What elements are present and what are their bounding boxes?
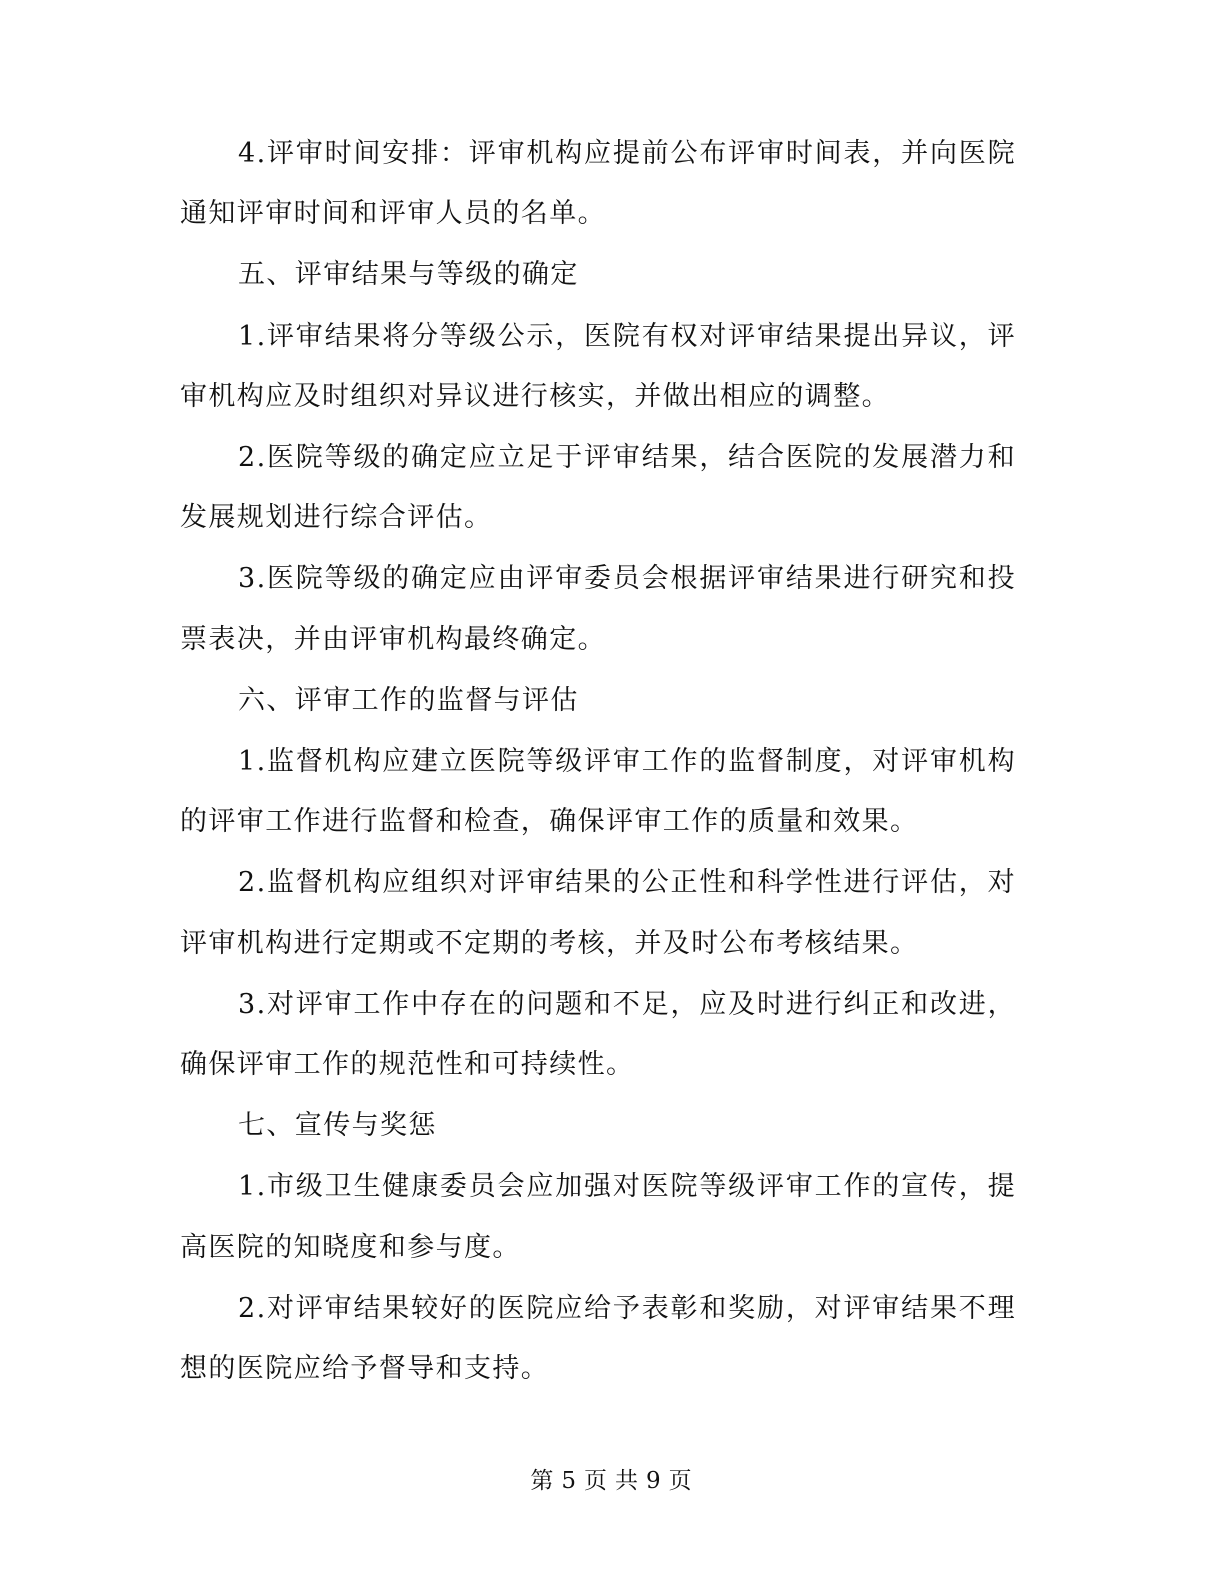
paragraph-grade-decision: 3.医院等级的确定应由评审委员会根据评审结果进行研究和投票表决，并由评审机构最终确定。 (180, 563, 1016, 655)
paragraph-grade-basis: 2.医院等级的确定应立足于评审结果，结合医院的发展潜力和发展规划进行综合评估。 (180, 442, 1016, 534)
paragraph-results-publication: 1.评审结果将分等级公示，医院有权对评审结果提出异议，评审机构应及时组织对异议进行核实，并做出相应的调整。 (180, 320, 1016, 412)
footer-total-word: 共 (615, 1468, 640, 1494)
section-heading-publicity-rewards: 七、宣传与奖惩 (238, 1110, 437, 1142)
page-footer (0, 1462, 1224, 1495)
current-page-number: 5 (561, 1468, 578, 1494)
paragraph-corrections: 3.对评审工作中存在的问题和不足，应及时进行纠正和改进，确保评审工作的规范性和可持续性。 (180, 988, 1016, 1081)
paragraph-review-schedule: 4.评审时间安排：评审机构应提前公布评审时间表，并向医院通知评审时间和评审人员的名单。 (180, 138, 1016, 230)
total-pages-number: 9 (646, 1468, 663, 1494)
section-heading-supervision: 六、评审工作的监督与评估 (238, 684, 579, 716)
paragraph-supervision-evaluation: 2.监督机构应组织对评审结果的公正性和科学性进行评估，对评审机构进行定期或不定期的考核，并及时公布考核结果。 (180, 867, 1016, 959)
paragraph-supervision-system: 1.监督机构应建立医院等级评审工作的监督制度，对评审机构的评审工作进行监督和检查，确保评审工作的质量和效果。 (180, 746, 1016, 838)
footer-prefix: 第 (530, 1468, 556, 1494)
paragraph-publicity: 1.市级卫生健康委员会应加强对医院等级评审工作的宣传，提高医院的知晓度和参与度。 (180, 1171, 1016, 1263)
paragraph-rewards: 2.对评审结果较好的医院应给予表彰和奖励，对评审结果不理想的医院应给予督导和支持。 (180, 1292, 1016, 1385)
footer-page-word: 页 (584, 1468, 609, 1494)
footer-suffix: 页 (668, 1468, 694, 1494)
document-body (180, 124, 1016, 1400)
section-heading-results-grading: 五、评审结果与等级的确定 (238, 259, 579, 291)
